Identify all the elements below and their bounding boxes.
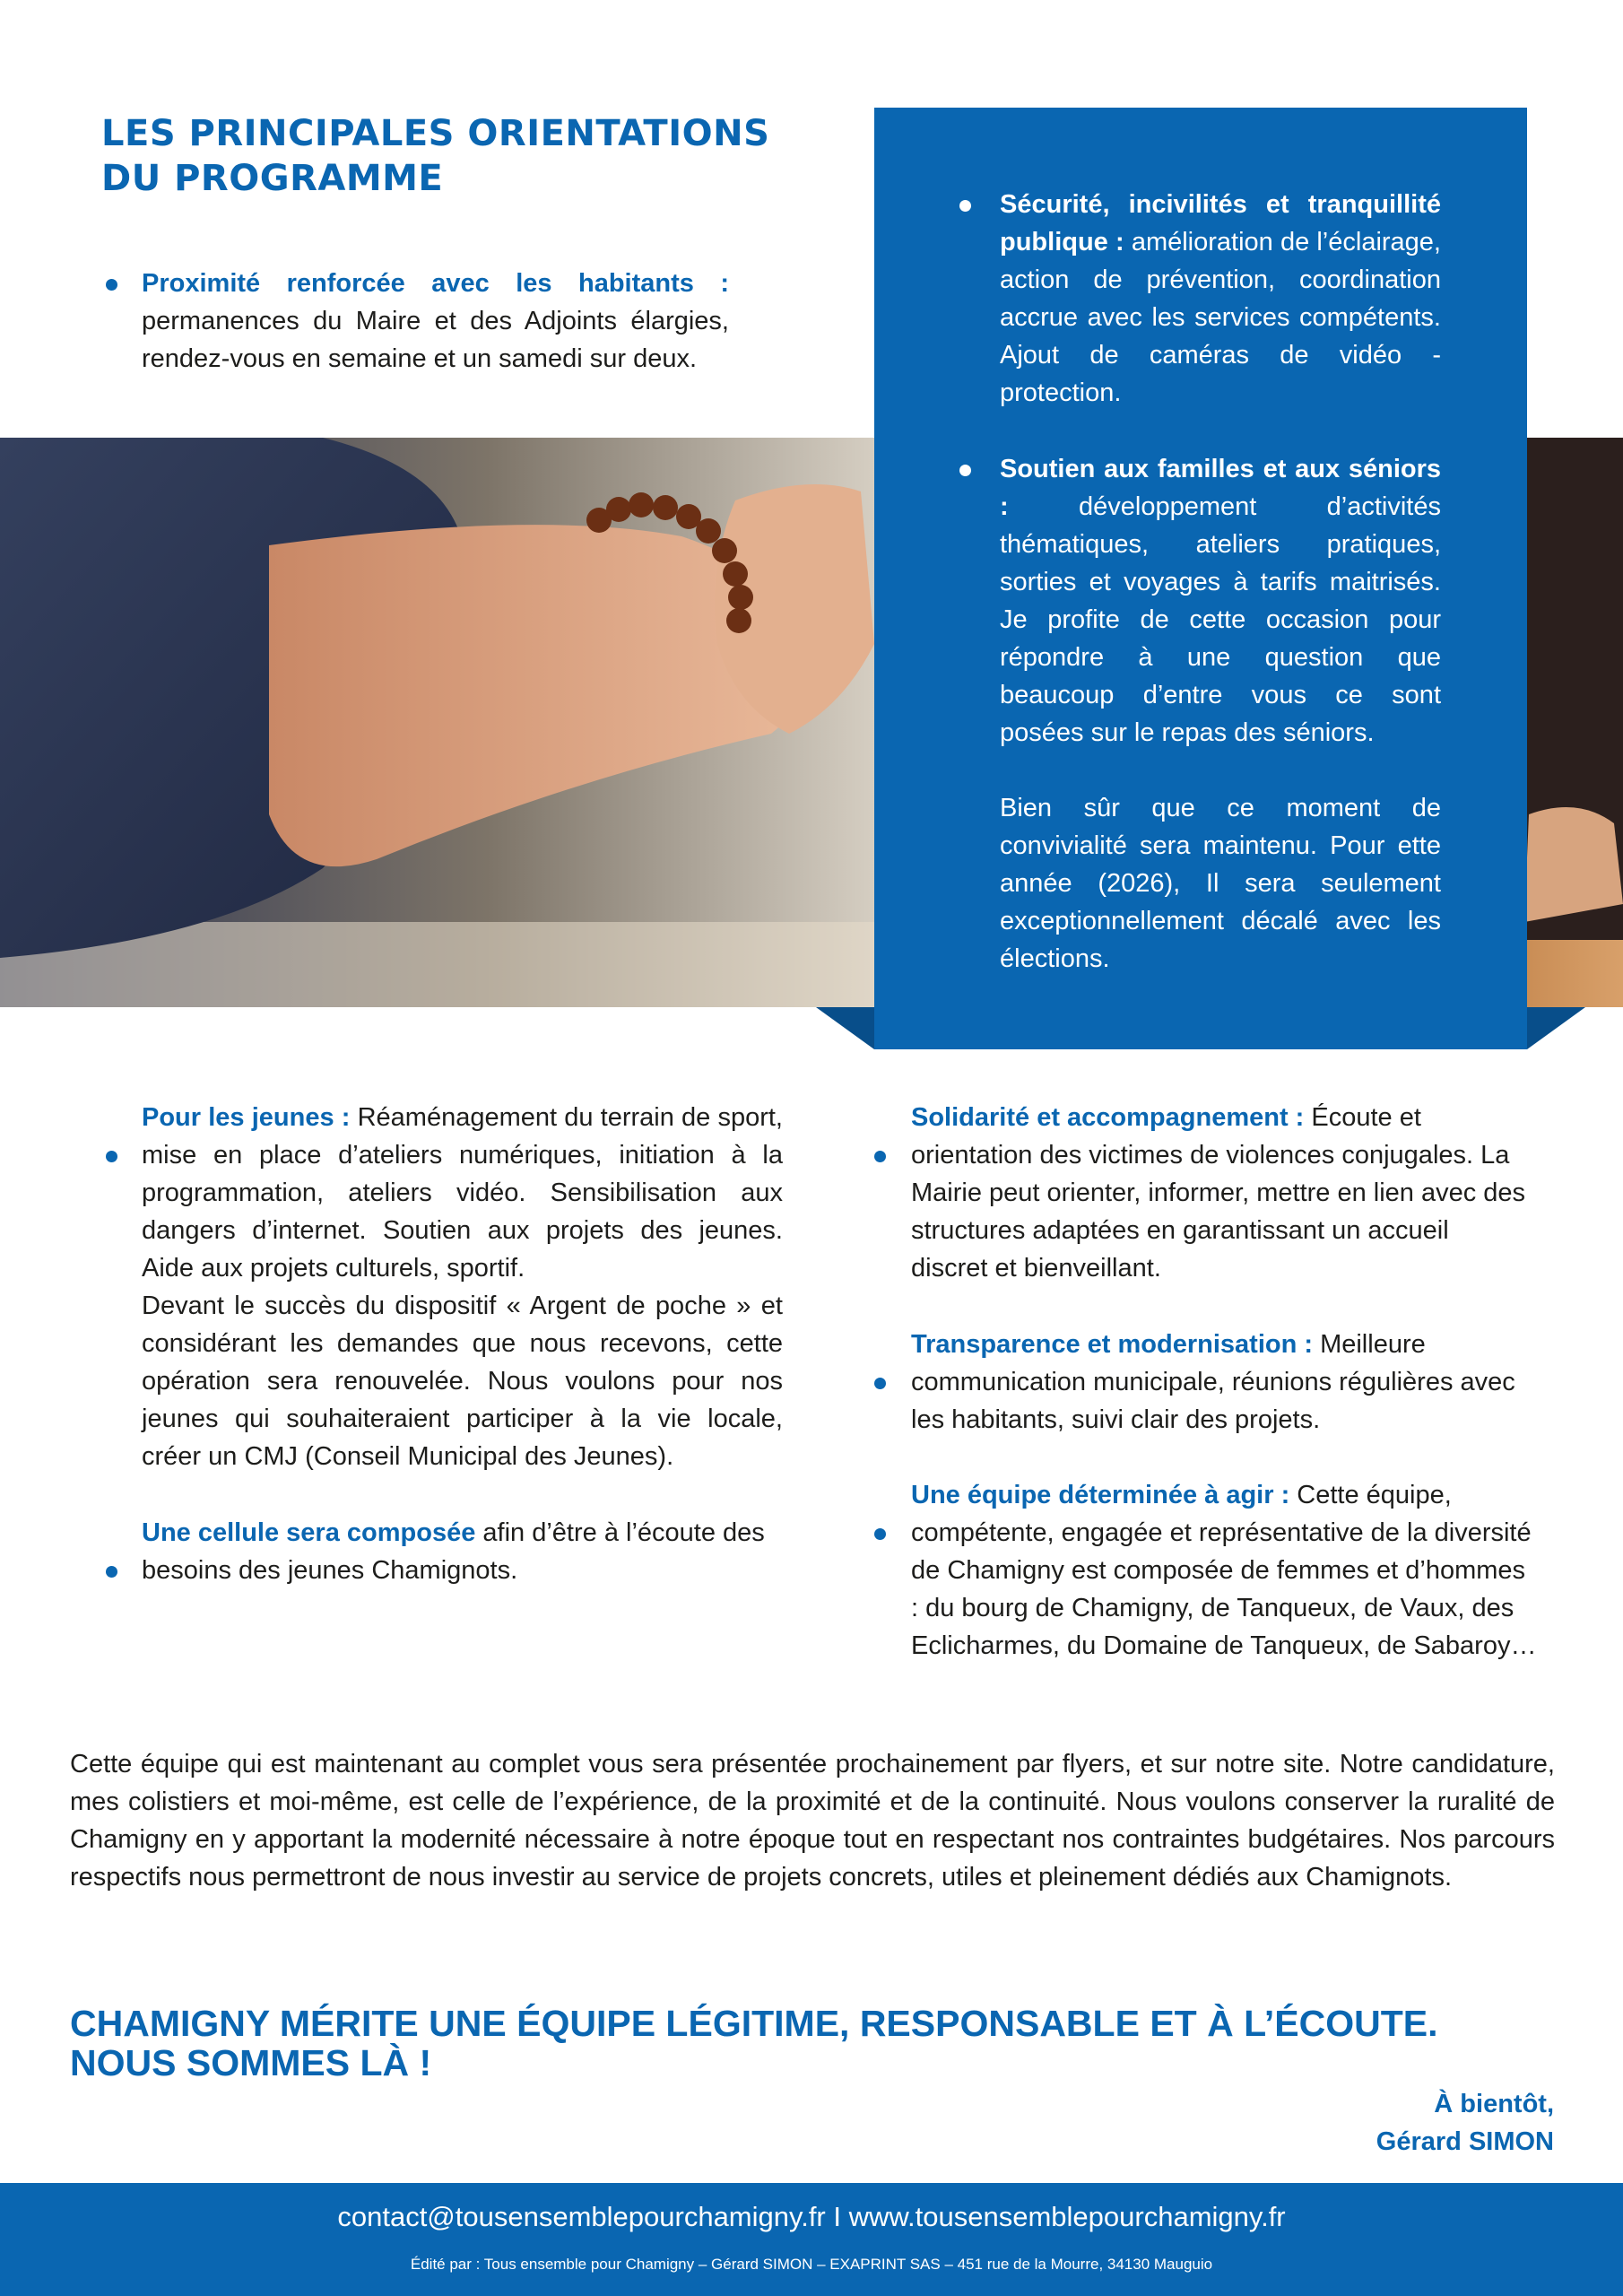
bullet-familles	[1000, 450, 1441, 752]
bullet-cellule	[142, 1514, 783, 1589]
bullet-jeunes	[142, 1099, 783, 1475]
panel-fold-right	[1527, 1007, 1585, 1049]
familles-followup: Bien sûr que ce moment de convivialité sera maintenu. Pour ette année (2026), Il sera seulement exceptionnellement décalé avec les élections.	[1000, 794, 1441, 973]
slogan-line-1: CHAMIGNY MÉRITE UNE ÉQUIPE LÉGITIME, RESPONSABLE ET À L’ÉCOUTE.	[70, 2003, 1438, 2044]
bullet-familles-lead: Soutien aux familles et aux séniors :	[1000, 455, 1441, 521]
bullet-dot-icon	[106, 1151, 117, 1162]
conclusion-paragraph: Cette équipe qui est maintenant au complet vous sera présentée prochainement par flyers, et sur notre site. Notre candidature, mes colistiers et moi-même, est celle de l’expérience, de la proximité et de la continuité. Nous voulons conserver la ruralité de Chamigny en y apportant la modernité nécessaire à notre époque tout en respectant nos contraintes budgétaires. Nos parcours respectifs nous permettront de nous investir au service de projets concrets, utiles et pleinement dédiés aux Chamignots.	[70, 1750, 1555, 1892]
footer-contact: contact@tousensemblepourchamigny.fr I www.tousensemblepourchamigny.fr	[337, 2201, 1286, 2232]
signoff-name: Gérard SIMON	[1376, 2127, 1554, 2156]
bullet-cellule-lead: Une cellule sera composée	[142, 1518, 476, 1547]
signoff-greeting: À bientôt,	[1434, 2090, 1554, 2118]
bullet-jeunes-lead: Pour les jeunes :	[142, 1103, 351, 1132]
footer-legal-mention: Édité par : Tous ensemble pour Chamigny – Gérard SIMON – EXAPRINT SAS – 451 rue de la Mourre, 34130 Mauguio	[410, 2256, 1213, 2273]
bullet-dot-icon	[106, 1566, 117, 1578]
bullet-dot-icon	[874, 1528, 886, 1540]
panel-fold-left	[816, 1007, 874, 1049]
bullet-dot-icon	[874, 1378, 886, 1389]
bullet-dot-icon	[959, 200, 971, 212]
bullet-proximite-text: permanences du Maire et des Adjoints élargies, rendez-vous en semaine et un samedi sur deux.	[142, 307, 729, 373]
slogan-line-2: NOUS SOMMES LÀ !	[70, 2042, 432, 2083]
bullet-dot-icon	[959, 465, 971, 476]
bullet-transparence-text: Meilleure communication municipale, réunions régulières avec les habitants, suivi clair des projets.	[911, 1330, 1515, 1434]
page-title	[101, 111, 801, 201]
bullet-securite-text: amélioration de l’éclairage, action de prévention, coordination accrue avec les services compétents. Ajout de caméras de vidéo - protection.	[1000, 228, 1441, 407]
bullet-equipe	[911, 1476, 1539, 1665]
bullet-transparence-lead: Transparence et modernisation :	[911, 1330, 1314, 1359]
page-title-line-1: LES PRINCIPALES ORIENTATIONS	[101, 113, 770, 154]
bullet-solidarite-text: Écoute et orientation des victimes de violences conjugales. La Mairie peut orienter, informer, mettre en lien avec des structures adaptées en garantissant un accueil discret et bienveillant.	[911, 1103, 1526, 1283]
bullet-transparence	[911, 1326, 1530, 1439]
bullet-jeunes-text-2: Devant le succès du dispositif « Argent de poche » et considérant les demandes que nous recevons, cette opération sera renouvelée. Nous voulons pour nos jeunes qui souhaiteraient participer à la vie locale, créer un CMJ (Conseil Municipal des Jeunes).	[142, 1292, 783, 1471]
page-title-line-2: DU PROGRAMME	[101, 158, 444, 199]
bullet-securite-lead: Sécurité, incivilités et tranquillité publique :	[1000, 190, 1441, 257]
bullet-equipe-text: Cette équipe, compétente, engagée et représentative de la diversité de Chamigny est composée de femmes et d’hommes : du bourg de Chamigny, de Tanqueux, de Vaux, des Eclicharmes, du Domaine de Tanqueux, de Sabaroy…	[911, 1481, 1537, 1660]
bullet-familles-text: développement d’activités thématiques, ateliers pratiques, sorties et voyages à tarifs maitrisés. Je profite de cette occasion pour répondre à une question que beaucoup d’entre vous ce sont posées sur le repas des séniors.	[1000, 492, 1441, 747]
signoff	[1376, 2085, 1554, 2161]
bullet-proximite	[142, 265, 729, 378]
bullet-solidarite-lead: Solidarité et accompagnement :	[911, 1103, 1305, 1132]
bullet-equipe-lead: Une équipe déterminée à agir :	[911, 1481, 1290, 1509]
bullet-solidarite	[911, 1099, 1530, 1287]
slogan	[70, 2004, 1576, 2083]
bullet-jeunes-text: Réaménagement du terrain de sport, mise en place d’ateliers numériques, initiation à la programmation, ateliers vidéo. Sensibilisation aux dangers d’internet. Soutien aux projets des jeunes. Aide aux projets culturels, sportif.	[142, 1103, 783, 1283]
bullet-securite	[1000, 186, 1441, 412]
bullet-dot-icon	[874, 1151, 886, 1162]
bullet-dot-icon	[106, 279, 117, 291]
bullet-cellule-text: afin d’être à l’écoute des besoins des jeunes Chamignots.	[142, 1518, 765, 1585]
footer	[0, 2183, 1623, 2296]
bullet-proximite-lead: Proximité renforcée avec les habitants :	[142, 269, 729, 298]
